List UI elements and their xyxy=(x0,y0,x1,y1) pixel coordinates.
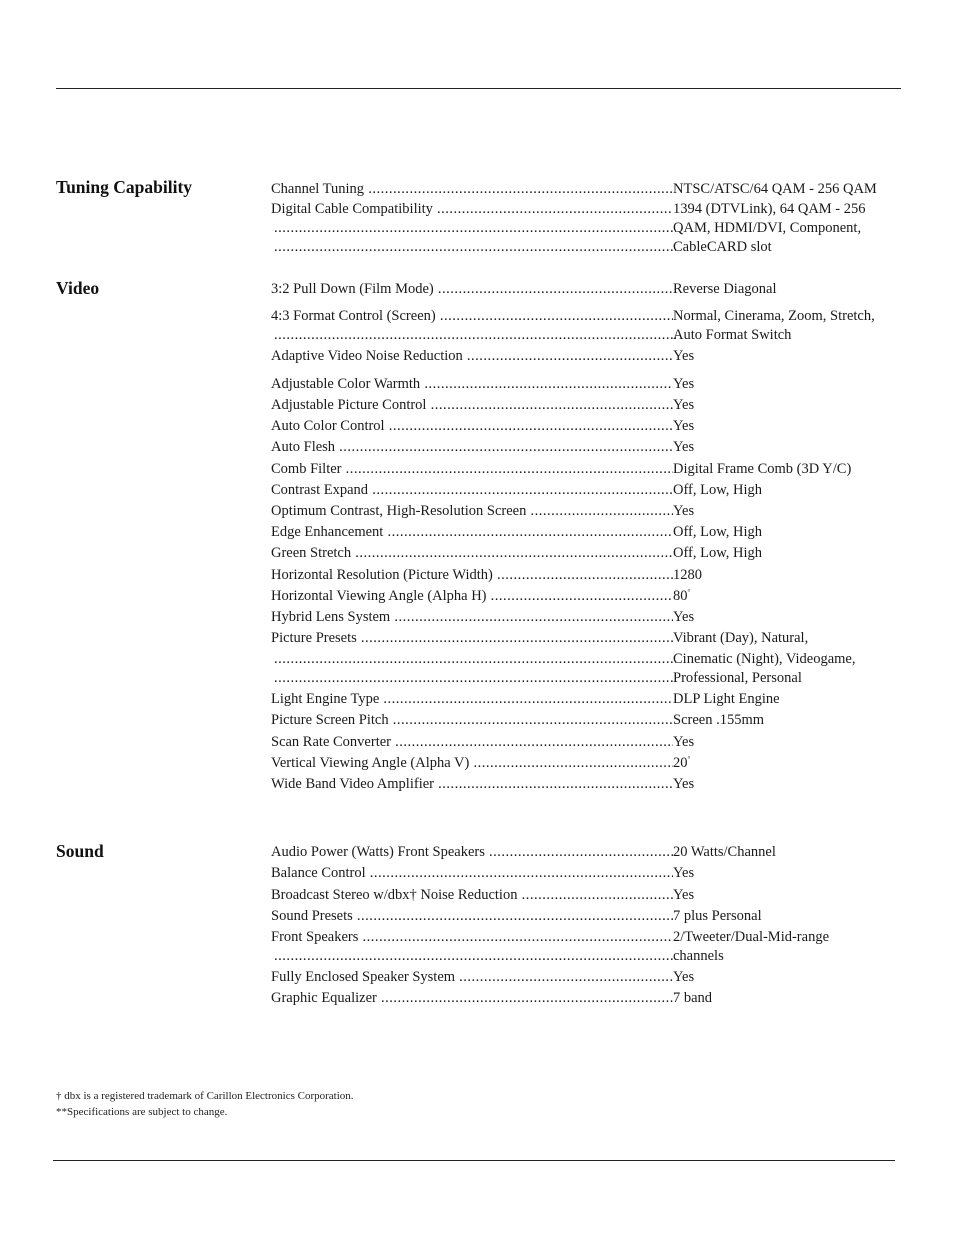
spec-label-text: Picture Presets xyxy=(271,630,357,646)
spec-value-text: Professional, Personal xyxy=(673,670,802,686)
spec-value-text: Normal, Cinerama, Zoom, Stretch, xyxy=(673,308,875,324)
spec-row xyxy=(271,417,911,436)
spec-label-text: Hybrid Lens System xyxy=(271,609,391,625)
spec-row xyxy=(271,544,911,563)
spec-label xyxy=(271,947,676,966)
spec-label-text: Optimum Contrast, High-Resolution Screen xyxy=(271,503,527,519)
spec-row xyxy=(271,775,911,794)
spec-label xyxy=(271,180,673,199)
spec-label-text: Adjustable Color Warmth xyxy=(271,376,421,392)
spec-value xyxy=(673,396,694,415)
spec-label-text: Auto Color Control xyxy=(271,418,385,434)
spec-value xyxy=(673,733,694,752)
spec-label xyxy=(271,886,673,905)
spec-label xyxy=(271,566,673,585)
spec-value-text: Yes xyxy=(673,376,695,392)
spec-row xyxy=(271,886,911,905)
spec-label-text: Graphic Equalizer xyxy=(271,990,377,1006)
spec-value xyxy=(673,180,877,199)
spec-value xyxy=(673,928,829,947)
spec-label-text: Balance Control xyxy=(271,865,366,881)
spec-label xyxy=(271,907,673,926)
spec-value-text: 20 xyxy=(673,755,688,771)
spec-label xyxy=(271,280,673,299)
spec-value-text: Yes xyxy=(673,348,695,364)
spec-row xyxy=(271,989,911,1008)
spec-value xyxy=(673,629,808,648)
spec-value xyxy=(673,460,851,479)
spec-label xyxy=(271,481,673,500)
spec-value-text: 80 xyxy=(673,588,688,604)
spec-value-text: Yes xyxy=(673,439,695,455)
spec-row xyxy=(271,219,911,238)
spec-value xyxy=(673,711,764,730)
footnote-specs: **Specifications are subject to change. xyxy=(56,1106,228,1118)
spec-row xyxy=(271,566,911,585)
spec-row xyxy=(271,502,911,521)
spec-row xyxy=(271,200,911,219)
spec-label xyxy=(271,989,673,1008)
spec-row xyxy=(271,460,911,479)
degree-symbol: ° xyxy=(687,755,691,763)
spec-row xyxy=(271,968,911,987)
spec-value-text: Cinematic (Night), Videogame, xyxy=(673,651,856,667)
spec-label xyxy=(271,307,673,326)
spec-row xyxy=(271,864,911,883)
spec-label-text: Scan Rate Converter xyxy=(271,734,391,750)
spec-value xyxy=(673,238,772,257)
spec-label xyxy=(271,754,673,773)
spec-value-text: 2/Tweeter/Dual-Mid-range xyxy=(673,929,830,945)
spec-value xyxy=(673,754,690,773)
spec-value xyxy=(673,481,762,500)
spec-label-text: 3:2 Pull Down (Film Mode) xyxy=(271,281,434,297)
spec-value-text: Off, Low, High xyxy=(673,545,763,561)
section-title: Tuning Capability xyxy=(56,177,193,197)
spec-value xyxy=(673,690,780,709)
spec-row xyxy=(271,629,911,648)
spec-value xyxy=(673,200,866,219)
spec-label xyxy=(271,219,676,238)
spec-value-text: 1394 (DTVLink), 64 QAM - 256 xyxy=(673,201,866,217)
spec-value xyxy=(673,608,694,627)
spec-value-text: NTSC/ATSC/64 QAM - 256 QAM xyxy=(673,181,877,197)
bottom-rule xyxy=(53,1160,895,1161)
spec-row xyxy=(271,754,911,773)
spec-value-text: Screen .155mm xyxy=(673,712,765,728)
spec-label xyxy=(271,843,673,862)
spec-value xyxy=(673,775,694,794)
spec-label-text: Channel Tuning xyxy=(271,181,365,197)
spec-value-text: Yes xyxy=(673,887,695,903)
spec-value xyxy=(673,968,694,987)
spec-label xyxy=(271,690,673,709)
spec-row xyxy=(271,347,911,366)
spec-value-text: Yes xyxy=(673,776,695,792)
spec-label xyxy=(271,238,676,257)
spec-value-text: Off, Low, High xyxy=(673,524,763,540)
spec-value xyxy=(673,326,791,345)
spec-label-text: Auto Flesh xyxy=(271,439,336,455)
spec-value-text: Yes xyxy=(673,865,695,881)
spec-value xyxy=(673,886,694,905)
spec-value-text: Yes xyxy=(673,969,695,985)
spec-label xyxy=(271,438,673,457)
spec-row xyxy=(271,608,911,627)
spec-label-text: Contrast Expand xyxy=(271,482,369,498)
spec-label xyxy=(271,650,676,669)
spec-label-text: Green Stretch xyxy=(271,545,352,561)
spec-label-text: Audio Power (Watts) Front Speakers xyxy=(271,844,485,860)
spec-label xyxy=(271,375,673,394)
spec-value xyxy=(673,907,762,926)
spec-value xyxy=(673,650,855,669)
spec-label-text: Fully Enclosed Speaker System xyxy=(271,969,456,985)
spec-row xyxy=(271,481,911,500)
spec-label-text: Comb Filter xyxy=(271,461,342,477)
spec-row xyxy=(271,587,911,606)
spec-value-text: Auto Format Switch xyxy=(673,327,792,343)
spec-row xyxy=(271,947,911,966)
spec-label xyxy=(271,396,673,415)
spec-value xyxy=(673,587,690,606)
spec-label xyxy=(271,460,673,479)
footnote-dbx: † dbx is a registered trademark of Carillon Electronics Corporation. xyxy=(56,1090,354,1102)
spec-label-text: 4:3 Format Control (Screen) xyxy=(271,308,436,324)
spec-row xyxy=(271,690,911,709)
spec-value xyxy=(673,375,694,394)
spec-label xyxy=(271,347,673,366)
spec-value xyxy=(673,280,776,299)
section-title: Video xyxy=(56,278,100,298)
spec-row xyxy=(271,523,911,542)
spec-label xyxy=(271,587,673,606)
spec-value-text: 20 Watts/Channel xyxy=(673,844,776,860)
spec-row xyxy=(271,307,911,326)
spec-value-text: Yes xyxy=(673,397,695,413)
top-rule xyxy=(56,88,901,89)
spec-label-text: Wide Band Video Amplifier xyxy=(271,776,434,792)
spec-label xyxy=(271,775,673,794)
spec-value xyxy=(673,669,802,688)
spec-value-text: channels xyxy=(673,948,724,964)
spec-label xyxy=(271,200,673,219)
spec-label xyxy=(271,502,673,521)
spec-value-text: Yes xyxy=(673,609,695,625)
spec-label-text: Broadcast Stereo w/dbx† Noise Reduction xyxy=(271,887,518,903)
spec-value xyxy=(673,989,712,1008)
spec-value-text: DLP Light Engine xyxy=(673,691,780,707)
spec-label xyxy=(271,928,673,947)
spec-value-text: CableCARD slot xyxy=(673,239,772,255)
spec-label xyxy=(271,711,673,730)
spec-value xyxy=(673,219,861,238)
spec-label-text: Adjustable Picture Control xyxy=(271,397,427,413)
spec-label-text: Edge Enhancement xyxy=(271,524,384,540)
spec-row xyxy=(271,711,911,730)
spec-row xyxy=(271,438,911,457)
spec-value-text: Yes xyxy=(673,734,695,750)
spec-label-text: Digital Cable Compatibility xyxy=(271,201,433,217)
spec-label-text: Vertical Viewing Angle (Alpha V) xyxy=(271,755,470,771)
degree-symbol: ° xyxy=(687,588,691,596)
spec-label xyxy=(271,669,676,688)
spec-value-text: Yes xyxy=(673,418,695,434)
spec-row xyxy=(271,280,911,299)
spec-value xyxy=(673,523,762,542)
spec-label xyxy=(271,968,673,987)
spec-label xyxy=(271,326,676,345)
spec-row xyxy=(271,733,911,752)
spec-label-text: Light Engine Type xyxy=(271,691,380,707)
spec-value-text: 1280 xyxy=(673,567,702,583)
spec-label-text: Sound Presets xyxy=(271,908,353,924)
spec-row xyxy=(271,180,911,199)
spec-value-text: Reverse Diagonal xyxy=(673,281,777,297)
spec-label xyxy=(271,523,673,542)
spec-value xyxy=(673,566,702,585)
spec-row xyxy=(271,650,911,669)
spec-row xyxy=(271,375,911,394)
spec-label xyxy=(271,864,673,883)
spec-value xyxy=(673,307,875,326)
spec-label xyxy=(271,608,673,627)
spec-value-text: Vibrant (Day), Natural, xyxy=(673,630,809,646)
spec-row xyxy=(271,396,911,415)
spec-value-text: Off, Low, High xyxy=(673,482,763,498)
spec-label-text: Horizontal Viewing Angle (Alpha H) xyxy=(271,588,487,604)
spec-value xyxy=(673,417,694,436)
spec-value xyxy=(673,347,694,366)
spec-value xyxy=(673,502,694,521)
spec-label-text: Adaptive Video Noise Reduction xyxy=(271,348,463,364)
spec-label xyxy=(271,417,673,436)
spec-value xyxy=(673,544,762,563)
spec-value xyxy=(673,843,776,862)
spec-label-text: Front Speakers xyxy=(271,929,359,945)
spec-value xyxy=(673,438,694,457)
spec-row xyxy=(271,669,911,688)
spec-value-text: QAM, HDMI/DVI, Component, xyxy=(673,220,862,236)
spec-label xyxy=(271,733,673,752)
spec-value-text: 7 plus Personal xyxy=(673,908,762,924)
spec-value-text: Digital Frame Comb (3D Y/C) xyxy=(673,461,852,477)
spec-value-text: Yes xyxy=(673,503,695,519)
spec-row xyxy=(271,843,911,862)
spec-label xyxy=(271,629,673,648)
spec-label-text: Picture Screen Pitch xyxy=(271,712,389,728)
spec-row xyxy=(271,907,911,926)
spec-row xyxy=(271,326,911,345)
spec-label-text: Horizontal Resolution (Picture Width) xyxy=(271,567,493,583)
spec-label xyxy=(271,544,673,563)
section-title: Sound xyxy=(56,841,104,861)
spec-value xyxy=(673,864,694,883)
spec-row xyxy=(271,928,911,947)
spec-value-text: 7 band xyxy=(673,990,713,1006)
spec-value xyxy=(673,947,724,966)
spec-row xyxy=(271,238,911,257)
